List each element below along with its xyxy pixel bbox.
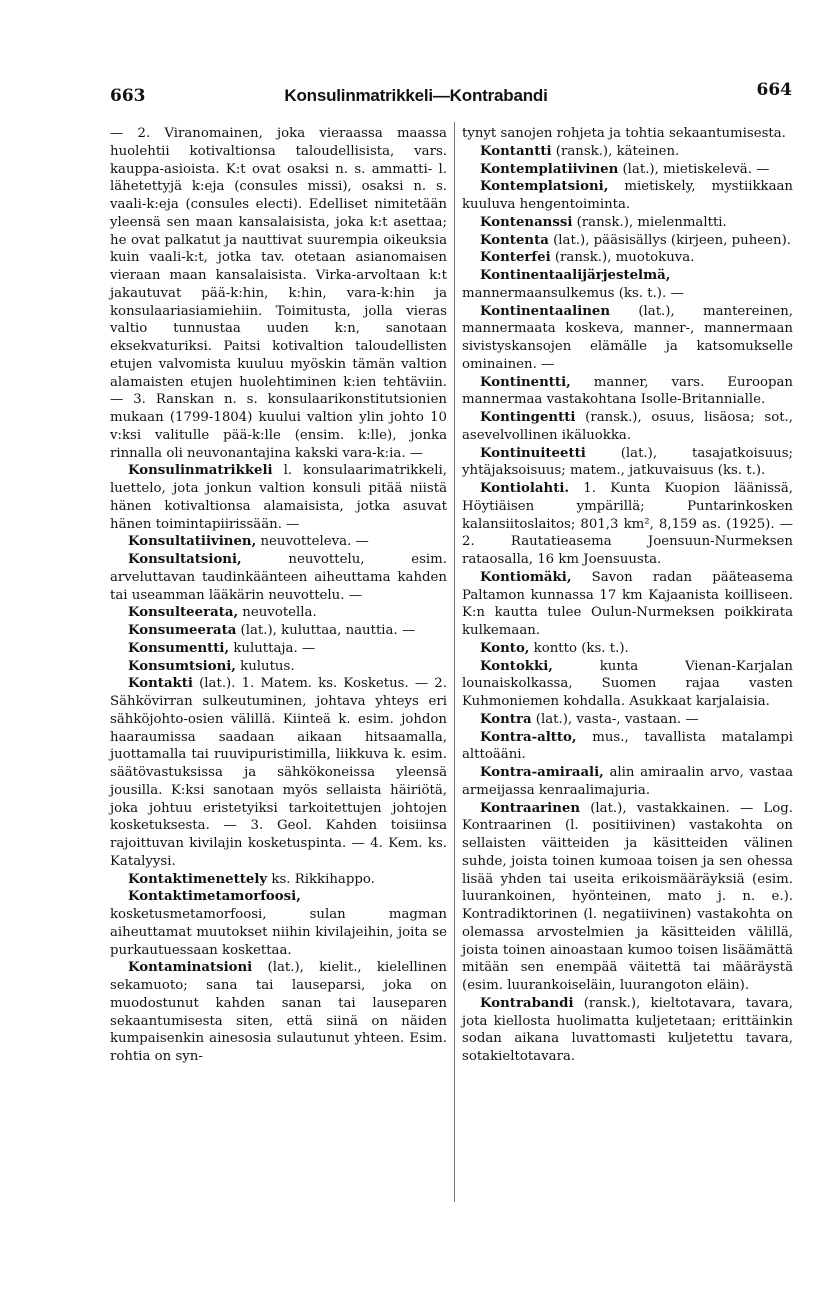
entry-headword: Konsulteerata, — [128, 605, 239, 621]
entry-text: (lat.), vastakkainen. — Log. Kontraarinen (l. positiivinen) vastakohta on sellaisten väitteiden ja käsitteiden välinen suhde, joista toinen kumoaa toisen ja sen ohessa lisää yhden tai useita erikoismääräyksiä (esim. luurankoinen, hyönteinen, mato j. n. e.). Kontradiktorinen (l. negatiivinen) vastakohta on olemassa arvostelmien ja käsitteiden välillä, joista toinen ainoastaan kumoo toisen lisäämättä mitään sen enempää väitettä tai määräystä (esim. luurankoiseläin, luurangoton eläin). — [462, 800, 793, 993]
entry-headword: Konsultatiivinen, — [128, 534, 257, 550]
entry-headword: Konsumeerata — [128, 623, 237, 638]
dictionary-entry — [462, 711, 793, 729]
page-header — [0, 80, 832, 110]
entry-text: l. konsulaarimatrikkeli, luettelo, jota jonkun valtion konsuli pitää niistä hänen kotivaltionsa alamaisista, jotka asuvat hänen toimintapiirissään. — — [110, 463, 447, 532]
entry-headword: Konto, — [480, 640, 530, 656]
dictionary-entry — [110, 533, 447, 551]
left-column — [110, 125, 447, 1066]
dictionary-entry — [462, 658, 793, 711]
entry-text: kunta Vienan-Karjalan lounaiskolkassa, Suomen rajaa vasten Kuhmoniemen kohdalla. Asukkaat karjalaisia. — [462, 658, 793, 709]
entry-text: (lat.). 1. Matem. ks. Kosketus. — 2. Sähkövirran sulkeutuminen, johtava yhteys eri sähköjohto-osien välillä. Kiinteä k. esim. johdon haaraumissa saadaan aikaan hitsaamalla, juottamalla tai ruuvipuristimilla, liikkuva k. esim. säätövastuksissa ja sähkökoneissa yleensä jousilla. K:ksi sanotaan myös sellaista häiriötä, joka johtuu eristetyiksi tarkoitettujen johtojen kosketuksesta. — 3. Geol. Kahden toisiinsa rajoittuvan kivilajin kosketuspinta. — 4. Kem. ks. Katalyysi. — [110, 676, 447, 869]
entry-text: alin amiraalin arvo, vastaa armeijassa kenraalimajuria. — [462, 765, 793, 798]
entry-text: (ransk.), osuus, lisäosa; sot., asevelvollinen ikäluokka. — [462, 410, 793, 443]
dictionary-entry — [110, 959, 447, 1066]
entry-text: neuvottelu, esim. arveluttavan taudinkäänteen aiheuttama kahden tai useamman lääkärin neuvottelu. — — [110, 552, 447, 603]
entry-text: 1. Kunta Kuopion läänissä, Höytiäisen ympärillä; Puntarinkosken kalansiitoslaitos; 801,3 km², 8,159 as. (1925). — 2. Rautatieasema Joensuun-Nurmeksen rataosalla, 16 km Joensuusta. — [462, 481, 793, 567]
entry-headword: Kontenanssi — [480, 214, 573, 230]
entry-headword: Kontemplatsioni, — [480, 179, 609, 195]
dictionary-entry — [462, 445, 793, 481]
dictionary-entry — [462, 764, 793, 800]
entry-headword: Kontingentti — [480, 410, 576, 425]
dictionary-entry — [462, 125, 793, 143]
entry-text: (ransk.), mielenmaltti. — [572, 214, 727, 230]
entry-text: (lat.), tasajatkoisuus; yhtäjaksoisuus; matem., jatkuvaisuus (ks. t.). — [462, 445, 793, 479]
entry-text: kuluttaja. — — [229, 640, 316, 656]
dictionary-entry — [462, 800, 793, 995]
dictionary-entry — [462, 178, 793, 214]
entry-text: — 2. Viranomainen, joka vieraassa maassa huolehtii kotivaltionsa taloudellisista, vars. kauppa-asioista. K:t ovat osaksi n. s. ammatti- l. lähetettyjä k:eja (consules missi), osaksi n. s. vaali-k:eja (consules electi). Edelliset nimitetään yleensä sen maan kansalaisista, joka k:t asettaa; he ovat palkatut ja nauttivat suurempia oikeuksia kuin vaali-k:t, jotka tav. otetaan asianomaisen vieraan maan kansalaisista. Virka-arvoltaan k:t jakautuvat pää-k:hin, k:hin, vara-k:hin ja konsulaariasiamiehiin. Toimitusta, jolla vieras valtio tunnustaa uuden k:n, sanotaan eksekvaturiksi. Paitsi kotivaltion taloudellisten etujen valvomista kuuluu myöskin tämän valtion alamaisten etujen huolehtiminen k:ien tehtäviin. — 3. Ranskan n. s. konsulaarikonstitutsionien mukaan (1799-1804) kuului valtion ylin johto 10 v:ksi valitulle pää-k:lle (ensim. k:lle), jonka rinnalla oli neuvonantajina kakski vara-k:ia. — — [110, 126, 447, 461]
entry-text: mietiskely, mystiikkaan kuuluva hengentoiminta. — [462, 179, 793, 212]
dictionary-entry — [462, 232, 793, 250]
dictionary-entry — [110, 462, 447, 533]
dictionary-entry — [462, 640, 793, 658]
dictionary-entry — [462, 249, 793, 267]
dictionary-entry — [462, 995, 793, 1066]
entry-headword: Kontraarinen — [480, 800, 581, 816]
entry-headword: Konsumentti, — [128, 640, 230, 656]
entry-headword: Konsultatsioni, — [128, 552, 242, 567]
entry-text: (ransk.), muotokuva. — [550, 250, 695, 266]
page-number-left: 663 — [110, 86, 146, 106]
dictionary-entry — [110, 551, 447, 604]
entry-text: (lat.), mietiskelevä. — — [618, 161, 770, 177]
entry-headword: Kontiolahti. — [480, 481, 570, 496]
entry-headword: Kontaminatsioni — [128, 960, 253, 976]
entry-text: (lat.), vasta-, vastaan. — — [531, 711, 699, 727]
entry-headword: Kontemplatiivinen — [480, 161, 619, 177]
dictionary-entry — [462, 303, 793, 374]
entry-headword: Kontaktimenettely — [128, 871, 268, 887]
dictionary-entry — [110, 871, 447, 889]
entry-headword: Kontaktimetamorfoosi, — [128, 889, 301, 905]
dictionary-entry — [110, 675, 447, 870]
dictionary-entry — [462, 161, 793, 179]
entry-text: kontto (ks. t.). — [529, 640, 629, 656]
dictionary-entry — [110, 604, 447, 622]
entry-text: manner, vars. Euroopan mannermaa vastakohtana Isolle-Britannialle. — [462, 374, 793, 408]
dictionary-entry — [462, 480, 793, 569]
dictionary-entry — [462, 729, 793, 765]
entry-headword: Kontra — [480, 711, 532, 727]
entry-text: (lat.), pääsisällys (kirjeen, puheen). — [548, 232, 791, 248]
entry-headword: Kontinentaalinen — [480, 303, 611, 319]
entry-headword: Kontra-altto, — [480, 729, 577, 745]
entry-text: neuvotella. — [238, 605, 317, 621]
dictionary-entry — [110, 125, 447, 462]
page-title: Konsulinmatrikkeli—Kontrabandi — [284, 86, 548, 105]
dictionary-entry — [462, 409, 793, 445]
entry-text: (ransk.), kieltotavara, tavara, jota kiellosta huolimatta kuljetetaan; erittäinkin sodan aikana luvattomasti kuljetettu tavara, sotakieltotavara. — [462, 995, 793, 1064]
entry-headword: Kontra-amiraali, — [480, 765, 604, 780]
dictionary-entry — [110, 658, 447, 676]
entry-headword: Kontinuiteetti — [480, 445, 586, 461]
entry-headword: Kontantti — [480, 143, 552, 159]
entry-text: mus., tavallista matalampi alttoääni. — [462, 729, 793, 763]
entry-headword: Konsulinmatrikkeli — [128, 463, 273, 479]
entry-text: ks. Rikkihappo. — [267, 871, 375, 887]
entry-text: Savon radan pääteasema Paltamon kunnassa 17 km Kajaanista koilliseen. K:n kautta tulee Oulun-Nurmeksen poikkirata kulkemaan. — [462, 569, 793, 638]
entry-headword: Kontinentti, — [480, 374, 571, 390]
right-column — [462, 125, 793, 1066]
entry-text: mannermaansulkemus (ks. t.). — — [462, 285, 684, 301]
entry-headword: Kontiomäki, — [480, 569, 572, 585]
entry-headword: Konsumtsioni, — [128, 658, 236, 674]
entry-text: neuvotteleva. — — [256, 534, 369, 550]
dictionary-entry — [462, 267, 793, 303]
dictionary-entry — [110, 888, 447, 959]
column-divider — [454, 122, 455, 1202]
entry-headword: Kontokki, — [480, 658, 553, 674]
dictionary-entry — [110, 622, 447, 640]
entry-headword: Kontenta — [480, 232, 549, 248]
page-number-right: 664 — [756, 80, 792, 100]
dictionary-entry — [462, 143, 793, 161]
dictionary-entry — [110, 640, 447, 658]
entry-text: (lat.), kielit., kielellinen sekamuoto; sana tai lauseparsi, joka on muodostunut kahden sanan tai lauseparen sekaantumisesta siten, että siinä on näiden kumpaisenkin ainesosia sulautunut yhteen. Esim. rohtia on syn- — [110, 960, 447, 1064]
entry-text: (lat.), mantereinen, mannermaata koskeva, manner-, mannermaan sivistyskansojen elämälle ja katsomukselle ominainen. — — [462, 303, 793, 372]
entry-text: kulutus. — [235, 658, 295, 674]
dictionary-entry — [462, 569, 793, 640]
entry-text: tynyt sanojen rohjeta ja tohtia sekaantumisesta. — [462, 126, 786, 141]
entry-headword: Kontinentaalijärjestelmä, — [480, 268, 671, 283]
dictionary-entry — [462, 214, 793, 232]
entry-text: kosketusmetamorfoosi, sulan magman aiheuttamat muutokset niihin kivilajeihin, joita se purkautuessaan koskettaa. — [110, 907, 447, 958]
entry-text: (lat.), kuluttaa, nauttia. — — [236, 623, 416, 638]
dictionary-entry — [462, 374, 793, 410]
entry-headword: Kontrabandi — [480, 995, 574, 1011]
entry-text: (ransk.), käteinen. — [551, 143, 680, 159]
entry-headword: Kontakti — [128, 676, 193, 692]
entry-headword: Konterfei — [480, 250, 551, 266]
